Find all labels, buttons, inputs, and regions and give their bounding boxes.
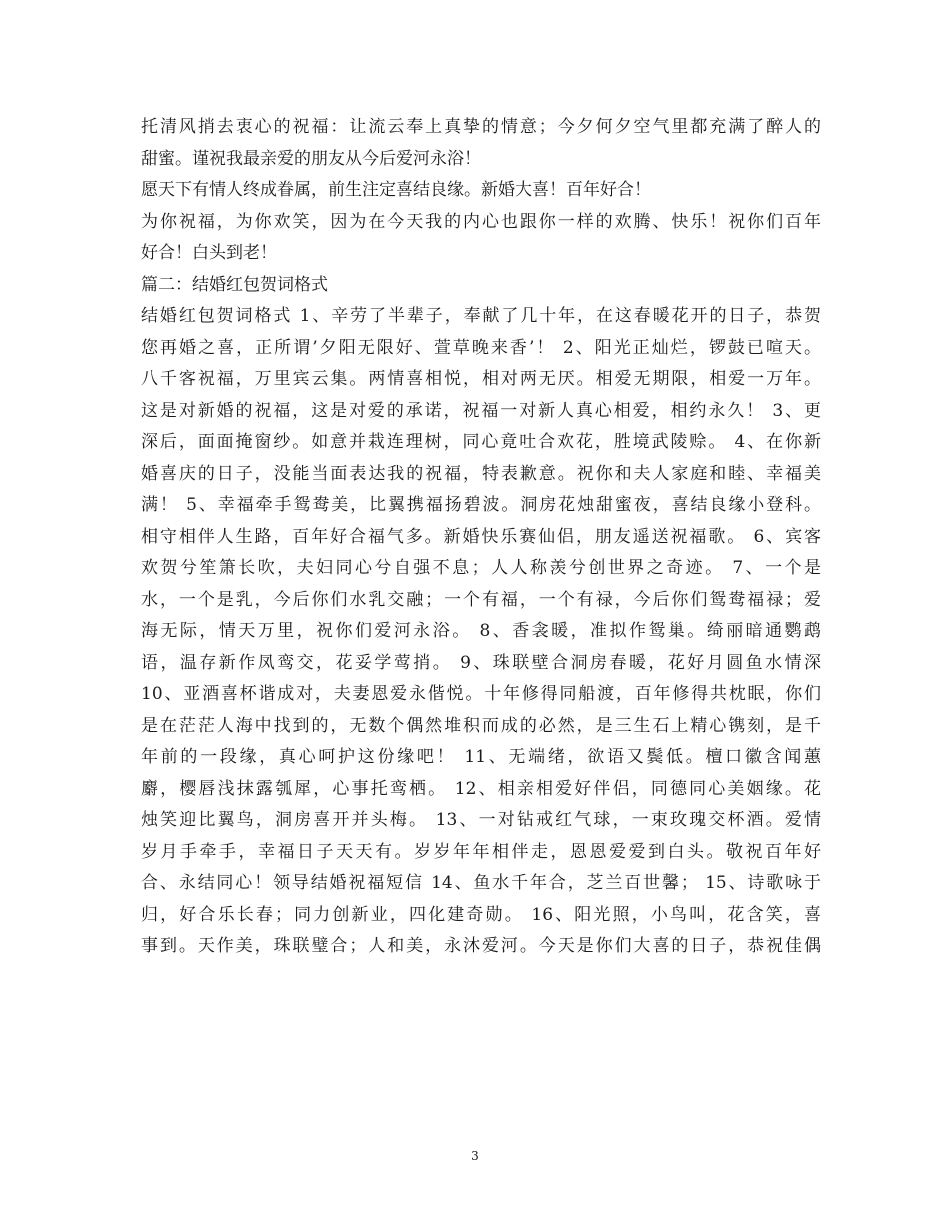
- text-line: 篇二：结婚红包贺词格式: [141, 274, 328, 295]
- text-line: 满！ 5、幸福牵手鸳鸯美，比翼携福扬碧波。洞房花烛甜蜜夜，喜结良缘小登科。: [141, 495, 821, 515]
- text-line: 婚喜庆的日子，没能当面表达我的祝福，特表歉意。祝你和夫人家庭和睦、幸福美: [141, 463, 821, 484]
- text-line: 深后，面面掩窗纱。如意并栽连理树，同心竟吐合欢花，胜境武陵赊。 4、在你新: [141, 432, 821, 452]
- text-line: 您再婚之喜，正所谓’夕阳无限好、萱草晚来香’！ 2、阳光正灿烂，锣鼓已喧天。: [141, 337, 821, 358]
- text-line: 这是对新婚的祝福，这是对爱的承诺，祝福一对新人真心相爱，相约永久！ 3、更: [141, 400, 821, 421]
- text-line: 烛笑迎比翼鸟，洞房喜开并头梅。 13、一对钻戒红气球，一束玫瑰交杯酒。爱情: [141, 810, 821, 830]
- text-line: 为你祝福，为你欢笑，因为在今天我的内心也跟你一样的欢腾、快乐！祝你们百年: [141, 211, 821, 232]
- text-line: 归，好合乐长春；同力创新业，四化建奇勋。 16、阳光照，小鸟叫，花含笑，喜: [141, 904, 821, 925]
- text-line: 年前的一段缘，真心呵护这份缘吧！ 11、无端绪，欲语又鬓低。檀口徽含闻蕙: [141, 747, 821, 767]
- text-line: 好合！白头到老！: [141, 243, 277, 263]
- text-line: 甜蜜。谨祝我最亲爱的朋友从今后爱河永浴！: [141, 148, 481, 169]
- text-line: 10、亚酒喜杯谐成对，夫妻恩爱永偕悦。十年修得同船渡，百年修得共枕眠，你们: [141, 684, 821, 704]
- document-body: [141, 112, 821, 963]
- text-line: 相守相伴人生路，百年好合福气多。新婚快乐赛仙侣，朋友遥送祝福歌。 6、宾客: [141, 526, 821, 547]
- text-line: 是在茫茫人海中找到的，无数个偶然堆积而成的必然，是三生石上精心镌刻，是千: [141, 715, 821, 736]
- text-line: 海无际，情天万里，祝你们爱河永浴。 8、香衾暖，准拟作鸳巢。绮丽暗通鹦鹉: [141, 621, 821, 641]
- text-line: 事到。天作美，珠联璧合；人和美，永沐爱河。今天是你们大喜的日子，恭祝佳偶: [141, 936, 821, 956]
- text-line: 语，温存新作凤鸾交，花妥学莺捎。 9、珠联壁合洞房春暖，花好月圆鱼水情深: [141, 652, 821, 673]
- text-line: 水，一个是乳，今后你们水乳交融；一个有福，一个有禄，今后你们鸳鸯福禄；爱: [141, 589, 821, 610]
- text-line: 愿天下有情人终成眷属，前生注定喜结良缘。新婚大喜！百年好合！: [141, 180, 651, 200]
- text-line: 岁月手牵手，幸福日子天天有。岁岁年年相伴走，恩恩爱爱到白头。敬祝百年好: [141, 841, 821, 862]
- text-line: 八千客祝福，万里宾云集。两情喜相悦，相对两无厌。相爱无期限，相爱一万年。: [141, 369, 821, 389]
- text-line: 结婚红包贺词格式 1、辛劳了半辈子，奉献了几十年，在这春暖花开的日子，恭贺: [141, 306, 821, 326]
- text-line: 合、永结同心！领导结婚祝福短信 14、鱼水千年合，芝兰百世馨； 15、诗歌咏于: [141, 873, 821, 893]
- text-line: 麝，樱唇浅抹露瓠犀，心事托鸾栖。 12、相亲相爱好伴侣，同德同心美姻缘。花: [141, 778, 821, 799]
- text-line: 欢贺兮笙箫长吹，夫妇同心兮自强不息；人人称羡兮创世界之奇迹。 7、一个是: [141, 558, 821, 578]
- page-number: 3: [471, 1149, 479, 1163]
- text-line: 托清风捎去衷心的祝福：让流云奉上真挚的情意；今夕何夕空气里都充满了醉人的: [141, 117, 821, 137]
